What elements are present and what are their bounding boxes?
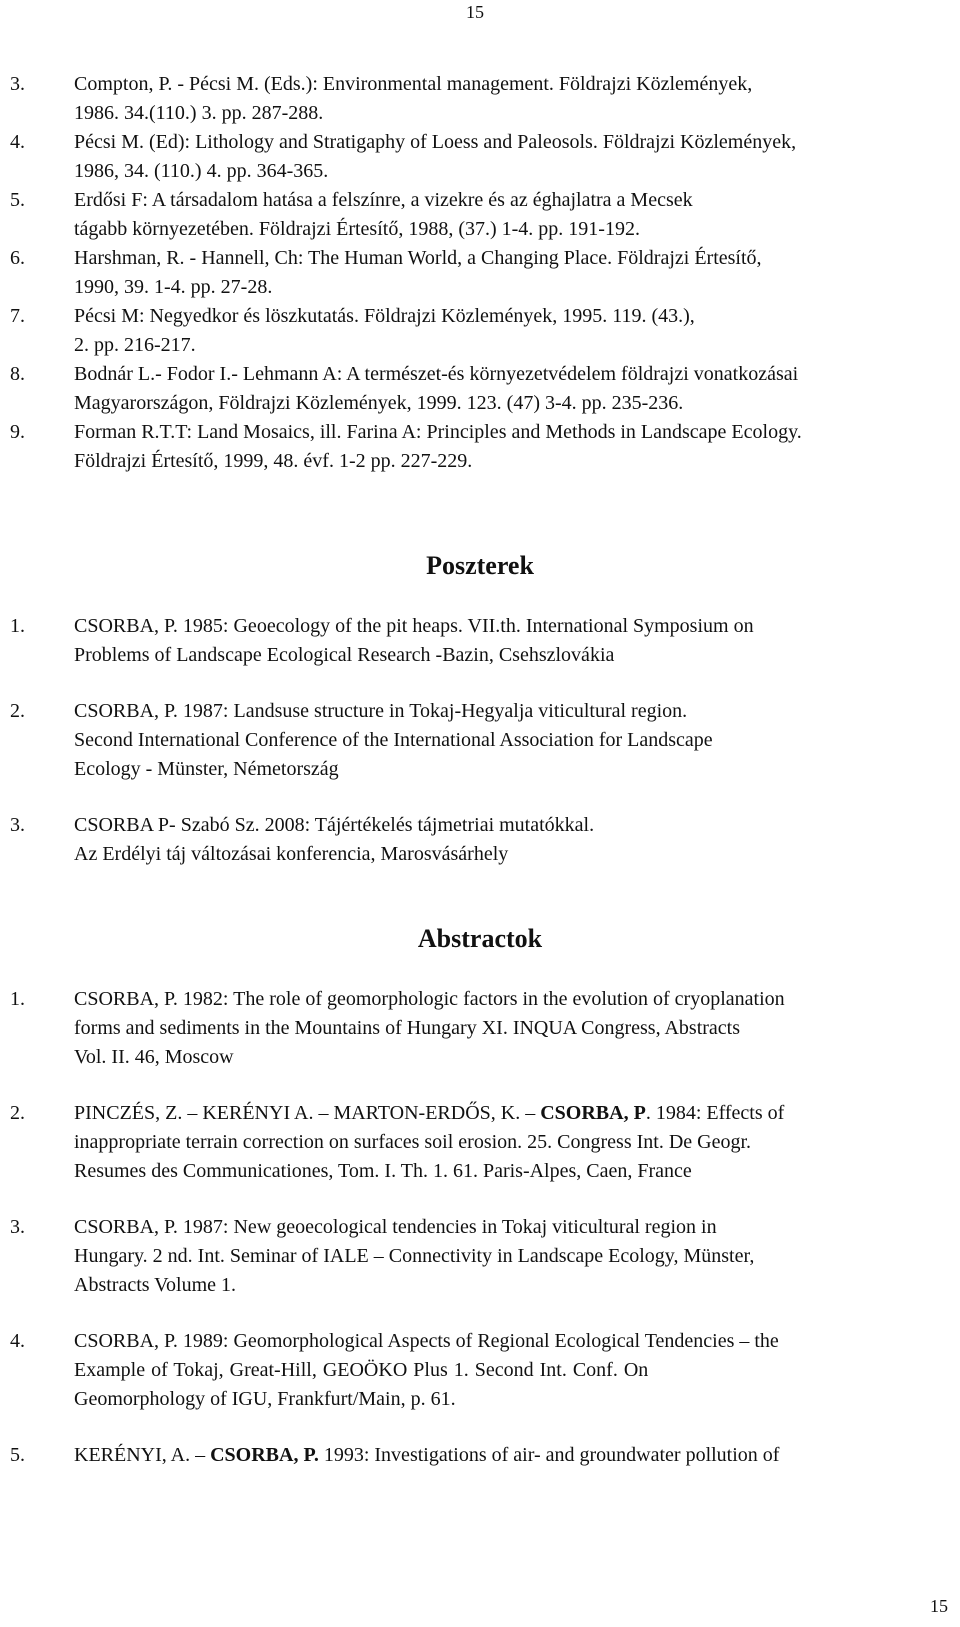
abstract-number: 1. — [10, 988, 25, 1010]
reference-number: 3. — [10, 73, 25, 95]
abstract-line: CSORBA, P. 1982: The role of geomorphologic factors in the evolution of cryoplanation — [74, 988, 785, 1010]
reference-line: 2. pp. 216-217. — [74, 334, 196, 356]
abstract-line: Abstracts Volume 1. — [74, 1274, 237, 1296]
reference-number: 5. — [10, 189, 25, 211]
reference-line: Magyarországon, Földrajzi Közlemények, 1999. 123. (47) 3-4. pp. 235-236. — [74, 392, 684, 414]
poster-line: Second International Conference of the International Association for Landscape — [74, 729, 713, 751]
abstract-number: 4. — [10, 1330, 25, 1352]
abstract-item — [10, 1441, 948, 1470]
reference-number: 4. — [10, 131, 25, 153]
reference-line: tágabb környezetében. Földrajzi Értesítő, 1988, (37.) 1-4. pp. 191-192. — [74, 218, 640, 240]
poster-item — [10, 612, 948, 670]
reference-line: 1986. 34.(110.) 3. pp. 287-288. — [74, 102, 324, 124]
abstract-line: Geomorphology of IGU, Frankfurt/Main, p. 61. — [74, 1388, 456, 1410]
reference-item — [10, 128, 948, 186]
reference-line: Pécsi M: Negyedkor és löszkutatás. Földrajzi Közlemények, 1995. 119. (43.), — [74, 305, 695, 327]
poster-line: CSORBA, P. 1987: Landsuse structure in Tokaj-Hegyalja viticultural region. — [74, 700, 688, 722]
reference-number: 9. — [10, 421, 25, 443]
reference-line: Forman R.T.T: Land Mosaics, ill. Farina A: Principles and Methods in Landscape Ecology. — [74, 421, 802, 443]
poster-item — [10, 811, 948, 869]
posters-heading: Poszterek — [426, 551, 534, 580]
abstract-line: Resumes des Communicationes, Tom. I. Th. 1. 61. Paris-Alpes, Caen, France — [74, 1160, 692, 1182]
reference-line: Földrajzi Értesítő, 1999, 48. évf. 1-2 pp. 227-229. — [74, 450, 473, 472]
abstract-number: 2. — [10, 1102, 25, 1124]
reference-item — [10, 70, 948, 128]
reference-line: Pécsi M. (Ed): Lithology and Stratigaphy of Loess and Paleosols. Földrajzi Közlemények, — [74, 131, 797, 153]
abstract-line: Hungary. 2 nd. Int. Seminar of IALE – Connectivity in Landscape Ecology, Münster, — [74, 1245, 755, 1267]
abstract-item — [10, 1327, 948, 1414]
abstract-line: CSORBA, P. 1987: New geoecological tendencies in Tokaj viticultural region in — [74, 1216, 717, 1238]
abstracts-heading: Abstractok — [417, 924, 543, 953]
poster-line: Az Erdélyi táj változásai konferencia, Marosvásárhely — [74, 843, 509, 865]
poster-line: CSORBA P- Szabó Sz. 2008: Tájértékelés tájmetriai mutatókkal. — [74, 814, 595, 836]
abstract-line: CSORBA, P. 1989: Geomorphological Aspects of Regional Ecological Tendencies – the — [74, 1330, 779, 1352]
reference-item — [10, 360, 948, 418]
abstract-author-bold: CSORBA, P. — [210, 1444, 319, 1466]
abstracts-list — [10, 1099, 948, 1186]
abstract-item — [10, 1213, 948, 1300]
page-number-bottom: 15 — [930, 1596, 948, 1616]
reference-item — [10, 418, 948, 476]
abstract-item — [10, 985, 948, 1072]
poster-number: 2. — [10, 700, 25, 722]
poster-line: Problems of Landscape Ecological Research -Bazin, Csehszlovákia — [74, 644, 615, 666]
abstract-text: . 1984: Effects of — [645, 1102, 785, 1124]
reference-number: 8. — [10, 363, 25, 385]
page-number-top: 15 — [466, 2, 484, 22]
poster-number: 3. — [10, 814, 25, 836]
reference-line: Compton, P. - Pécsi M. (Eds.): Environmental management. Földrajzi Közlemények, — [74, 73, 753, 95]
abstracts-list — [10, 985, 948, 1072]
abstract-line: inappropriate terrain correction on surfaces soil erosion. 25. Congress Int. De Geogr. — [74, 1131, 752, 1153]
reference-line: Bodnár L.- Fodor I.- Lehmann A: A természet-és környezetvédelem földrajzi vonatkozásai — [74, 363, 799, 385]
abstract-author-bold: CSORBA, P — [540, 1102, 646, 1124]
poster-item — [10, 697, 948, 784]
posters-list — [10, 697, 948, 784]
reference-line: Harshman, R. - Hannell, Ch: The Human World, a Changing Place. Földrajzi Értesítő, — [74, 247, 762, 269]
abstracts-list — [10, 1441, 948, 1470]
poster-line: Ecology - Münster, Németország — [74, 758, 339, 780]
reference-line: Erdősi F: A társadalom hatása a felszínre, a vizekre és az éghajlatra a Mecsek — [74, 189, 693, 211]
reference-item — [10, 302, 948, 360]
abstract-number: 3. — [10, 1216, 25, 1238]
reference-number: 7. — [10, 305, 25, 327]
poster-number: 1. — [10, 615, 25, 637]
reference-item — [10, 244, 948, 302]
reference-line: 1990, 39. 1-4. pp. 27-28. — [74, 276, 273, 298]
abstracts-list — [10, 1213, 948, 1300]
abstract-line: forms and sediments in the Mountains of Hungary XI. INQUA Congress, Abstracts — [74, 1017, 741, 1039]
posters-list — [10, 811, 948, 869]
abstract-number: 5. — [10, 1444, 25, 1466]
abstract-line: Example of Tokaj, Great-Hill, GEOÖKO Plus 1. Second Int. Conf. On — [74, 1359, 649, 1381]
reference-number: 6. — [10, 247, 25, 269]
abstract-item — [10, 1099, 948, 1186]
abstract-line — [74, 1441, 948, 1470]
reference-line: 1986, 34. (110.) 4. pp. 364-365. — [74, 160, 329, 182]
reference-list — [10, 70, 948, 476]
poster-line: CSORBA, P. 1985: Geoecology of the pit heaps. VII.th. International Symposium on — [74, 615, 754, 637]
abstract-line: Vol. II. 46, Moscow — [74, 1046, 234, 1068]
abstracts-list — [10, 1327, 948, 1414]
posters-list — [10, 612, 948, 670]
abstract-authors: PINCZÉS, Z. – KERÉNYI A. – MARTON-ERDŐS, K. – — [74, 1102, 541, 1124]
abstract-text: 1993: Investigations of air- and groundwater pollution of — [318, 1444, 780, 1466]
abstract-authors: KERÉNYI, A. – — [74, 1444, 211, 1466]
reference-item — [10, 186, 948, 244]
abstract-line — [74, 1099, 948, 1128]
